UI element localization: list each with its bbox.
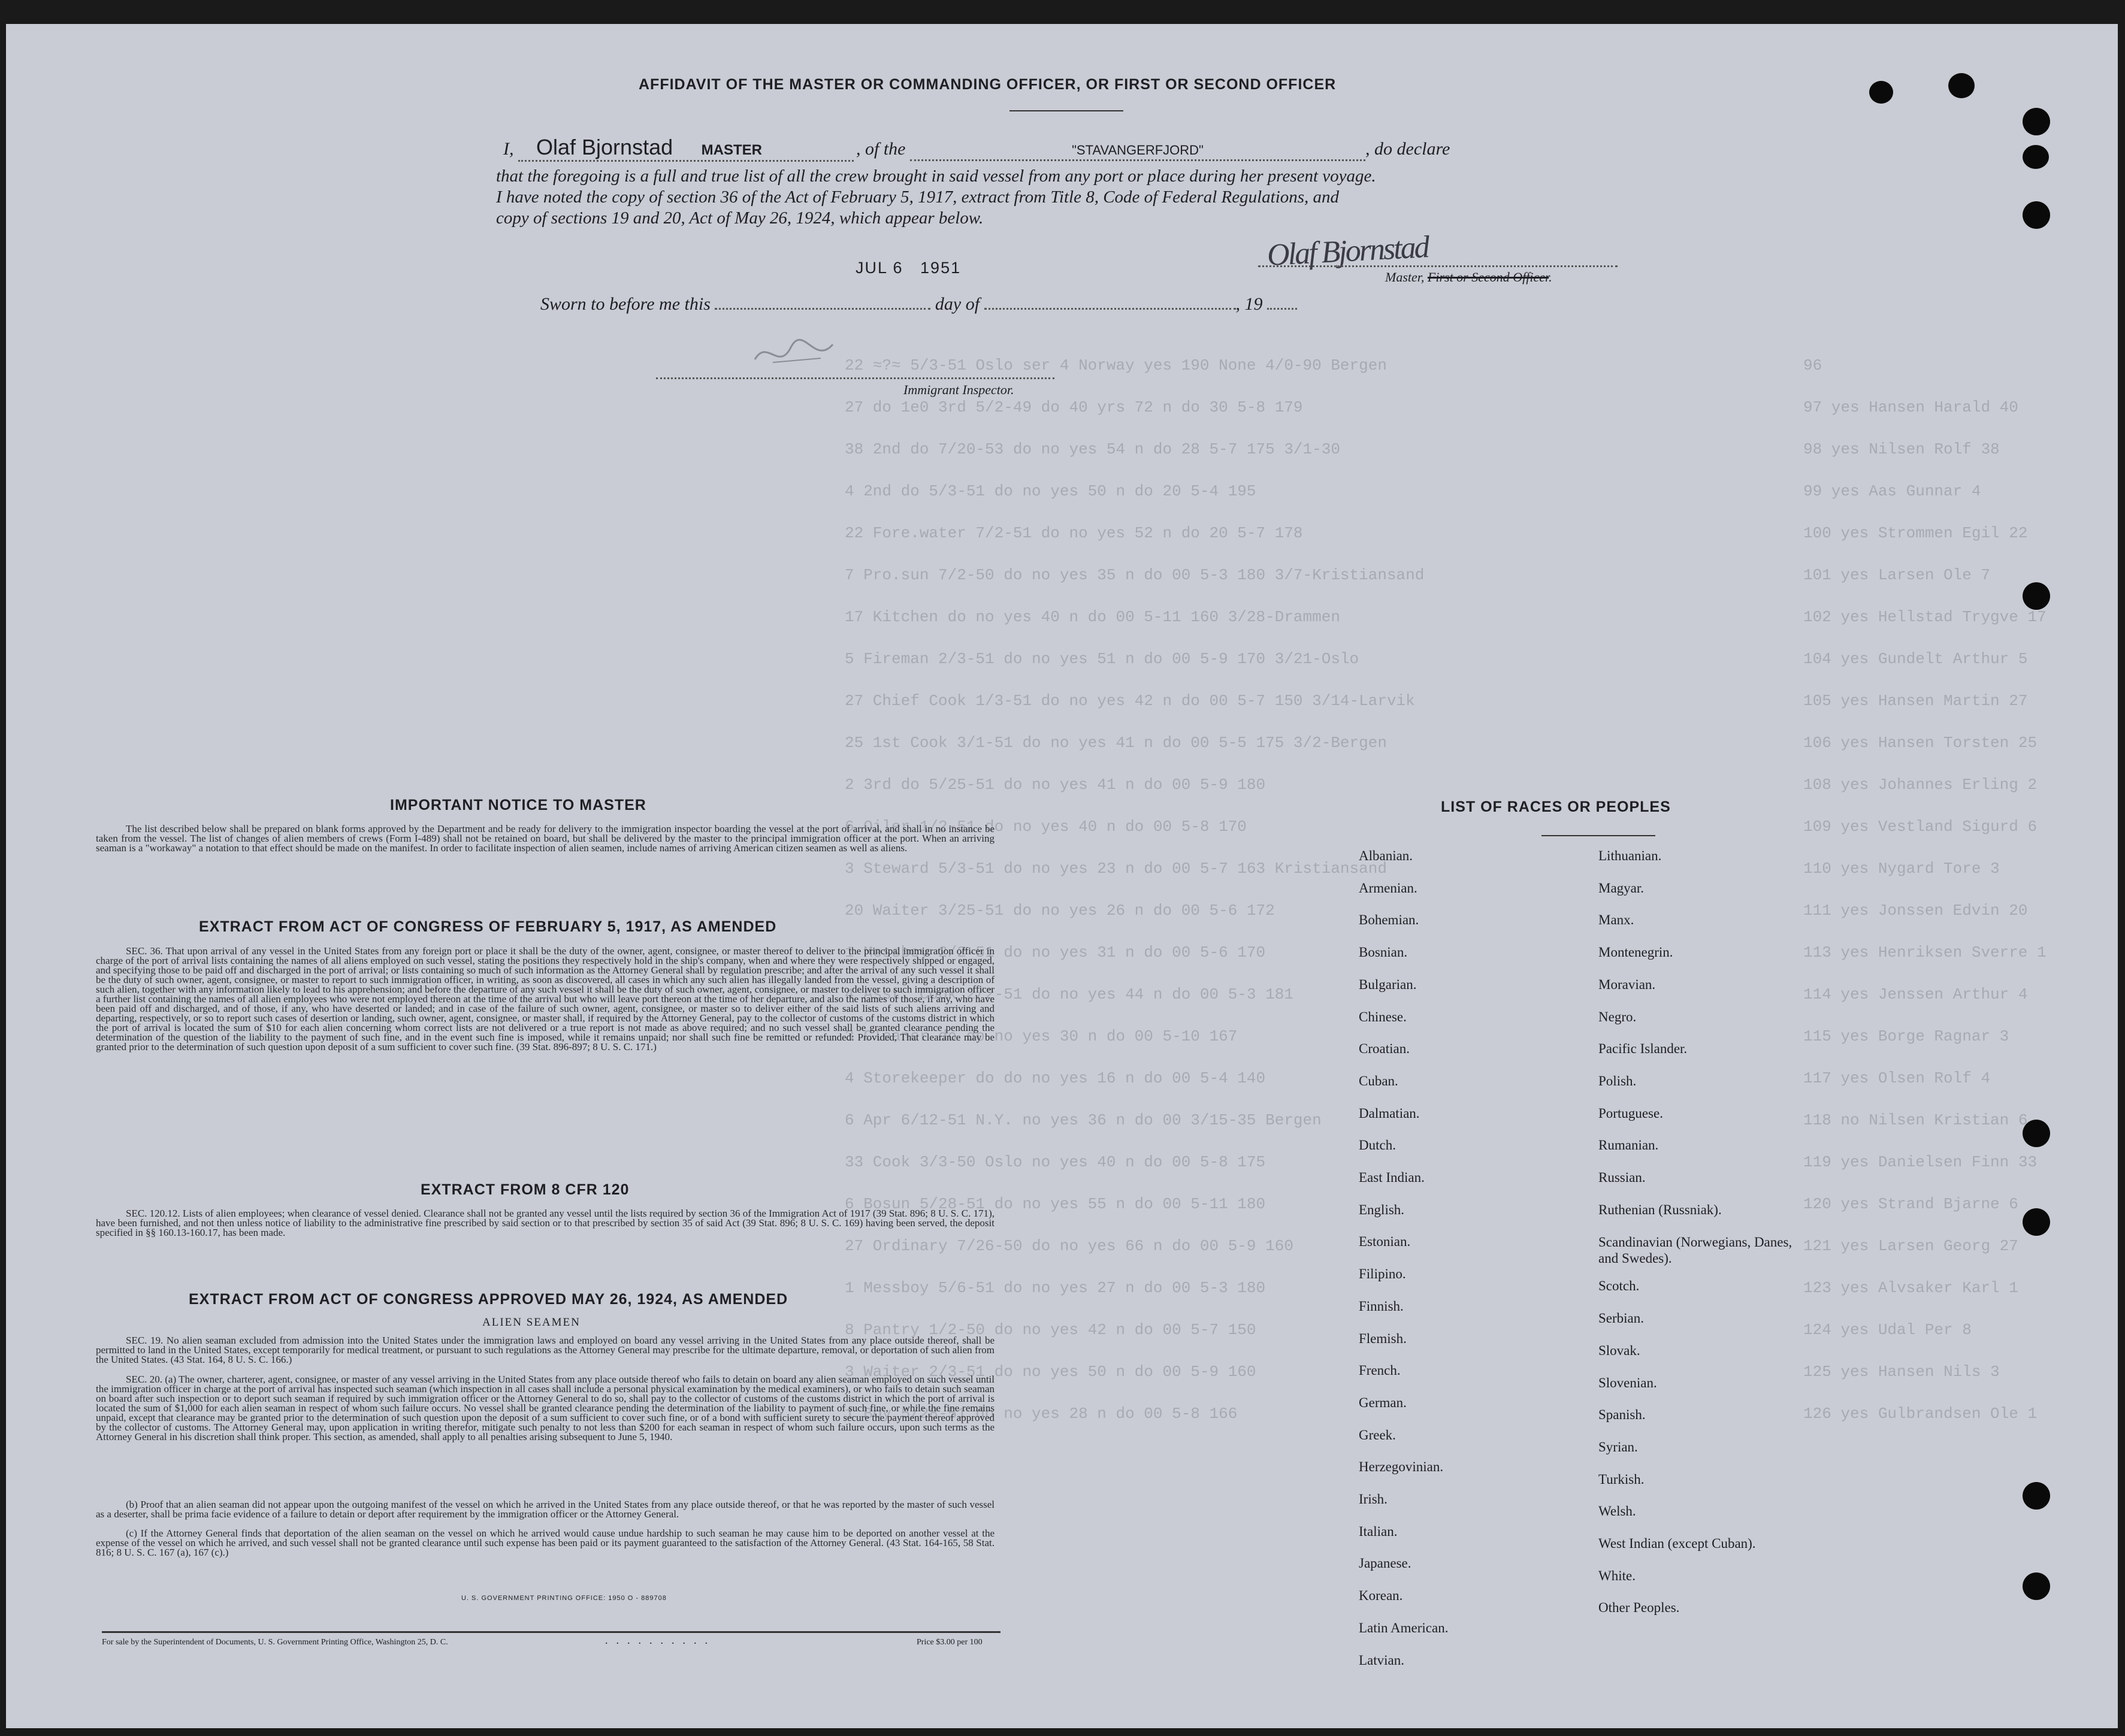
race-item: Russian. <box>1598 1170 1646 1185</box>
race-item: English. <box>1359 1202 1405 1217</box>
race-item: Dalmatian. <box>1359 1105 1420 1121</box>
race-item: Flemish. <box>1359 1330 1407 1346</box>
race-item: Montenegrin. <box>1598 945 1673 960</box>
punch-hole-icon <box>2023 582 2050 610</box>
signature-caption <box>1385 270 1552 285</box>
race-item: Irish. <box>1359 1492 1388 1507</box>
declare-label: , do declare <box>1365 139 1450 159</box>
race-item: Filipino. <box>1359 1266 1406 1282</box>
race-item: West Indian (except Cuban). <box>1598 1536 1756 1551</box>
race-item: Slovenian. <box>1598 1375 1657 1390</box>
race-item: Portuguese. <box>1598 1105 1663 1121</box>
sec20b-text: (b) Proof that an alien seaman did not appear upon the outgoing manifest of the vessel on which he arrived in the United States from any place outside thereof, or that he was reported by the master of such vessel as a deserter, shall be prima facie evidence of a failure to detain or deport after requirement by the immigration officer or the Attorney General. <box>96 1499 995 1520</box>
race-item: Manx. <box>1598 912 1634 928</box>
race-item: Polish. <box>1598 1073 1637 1088</box>
race-item: Japanese. <box>1359 1556 1411 1571</box>
sworn-line <box>540 292 1297 314</box>
inspector-signature-scribble <box>749 335 845 371</box>
punch-hole-icon <box>1948 73 1975 98</box>
struck-caption: First or Second Officer <box>1427 270 1549 285</box>
race-item: Moravian. <box>1598 976 1656 992</box>
affidavit-body-line3: copy of sections 19 and 20, Act of May 26, 1924, which appear below. <box>496 208 984 228</box>
extract-1917-text: SEC. 36. That upon arrival of any vessel in the United States from any foreign port or place it shall be the duty of the owner, agent, consignee, or master thereof to deliver to the principal immigration officer in charge of the port of arrival lists containing the names of all aliens employed on such vessel, stating the positions they respectively hold in the ship's company, when and where they were respectively shipped or engaged, and specifying those to be paid off and discharged in the port of arrival; or lists containing so much of such information as the Attorney General shall by regulation prescribe; and after the arrival of any such vessel it shall be the duty of such owner, agent, consignee, or master to report to such immigration officer, in writing, as soon as discovered, all cases in which any such alien has illegally landed from the vessel, giving a description of such alien, together with any information likely to lead to his apprehension; and before the departure of any such vessel it shall be the duty of such owner, agent, consignee, or master to deliver to such immigration officer a further list containing the names of all alien employees who were not employed thereon at the time of the arrival but who will leave port thereon at the time of her departure, and also the names of those, if any, who have been paid off and discharged, and of those, if any, who have deserted or landed; and in case of the failure of such owner, agent, consignee, or master so to deliver either of the said lists of such aliens arriving and departing, respectively, or so to report such cases of desertion or landing, such owner, agent, consignee, or master shall, if required by the Attorney General, pay to the collector of customs of the customs district in which the port of arrival is located the sum of $10 for each alien concerning whom correct lists are not delivered or a true report is not made as above required; and no such vessel shall be granted clearance pending the determination of the question of the liability to the payment of such fine, and in the event such fine is imposed, while it remains unpaid; nor shall such fine be remitted or refunded: Provided, That clearance may be granted prior to the determination of such question upon deposit of a sum sufficient to cover such fine. (39 Stat. 896-897; 8 U. S. C. 171.) <box>96 945 995 1053</box>
race-item: Negro. <box>1598 1009 1637 1024</box>
sec20a-text: SEC. 20. (a) The owner, charterer, agent, consignee, or master of any vessel arriving in the United States from any place outside thereof who fails to detain on board any alien seaman employed on such vessel until the immigration officer in charge at the port of arrival has inspected such seaman (which inspection in all cases shall include a personal physical examination by the medical examiners), or who fails to detain such seaman on board after such inspection or to deport such seaman if required by such immigration officer or the Attorney General to do so, shall pay to the collector of customs of the customs district in which the port of arrival is located the sum of $1,000 for each alien seaman in respect of whom such failure occurs. No vessel shall be granted clearance pending the determination of the liability to payment of such fine, or while the fine remains unpaid, except that clearance may be granted prior to the determination of such question upon the deposit of a sum sufficient to cover such fine, or of a bond with sufficient surety to secure the payment thereof approved by the collector of customs. The Attorney General may, upon application in writing therefor, mitigate such penalty to not less than $200 for each seaman in respect of whom such failure occurs, upon such terms as the Attorney General in his discretion shall think proper. This section, as amended, shall apply to all penalties arising subsequent to June 5, 1940. <box>96 1374 995 1442</box>
document-page: 22 ≈?≈ 5/3-51 Oslo ser 4 Norway yes 190 None 4/0-90 Bergen 27 do 1e0 3rd 5/2-49 do 40 yrs 72 n do 30 5-8 179 38 2nd do 7/20-53 do no yes 54 n do 28 5-7 175 3/1-30 4 2nd do 5/3-51 do no yes 50 n do 20 5-4 195 22 Fore.water 7/2-51 do no yes 52 n do 20 5-7 178 7 Pro.sun 7/2-50 do no yes 35 n do 00 5-3 180 3/7-Kristiansand 17 Kitchen do no yes 40 n do 00 5-11 160 3/28-Drammen 5 Fireman 2/3-51 do no yes 51 n do 00 5-9 170 3/21-Oslo 27 Chief Cook 1/3-51 do no yes 42 n do 00 5-7 150 3/14-Larvik 25 1st Cook 3/1-51 do no yes 41 n do 00 5-5 175 3/2-Bergen 2 3rd do 5/25-51 do no yes 41 n do 00 5-9 180 6 Oiler 1/2-51 do no yes 40 n do 00 5-8 170 3 Steward 5/3-51 do no yes 23 n do 00 5-7 163 Kristiansand 20 Waiter 3/25-51 do no yes 26 n do 00 5-6 172 1 Messboy 2/2-51 do no yes 31 n do 00 5-6 170 4 Asst. Cook 2/2-51 do no yes 44 n do 00 5-3 181 3 Cleaner do do no yes 30 n do 00 5-10 167 4 Storekeeper do do no yes 16 n do 00 5-4 140 6 Apr 6/12-51 N.Y. no yes 36 n do 00 3/15-35 Bergen 33 Cook 3/3-50 Oslo no yes 40 n do 00 5-8 175 6 Bosun 5/28-51 do no yes 55 n do 00 5-11 180 27 Ordinary 7/26-50 do no yes 66 n do 00 5-9 160 1 Messboy 5/6-51 do no yes 27 n do 00 5-3 180 8 Pantry 1/2-50 do no yes 42 n do 00 5-7 150 3 Waiter 2/3-51 do no yes 50 n do 00 5-9 160 1 Boy 5/28-51 do no yes 28 n do 00 5-8 166 96 97 yes Hansen Harald 40 98 yes Nilsen Rolf 38 99 yes Aas Gunnar 4 100 yes Strommen Egil 22 101 yes Larsen Ole 7 102 yes Hellstad Trygve 17 104 yes Gundelt Arthur 5 105 yes Hansen Martin 27 106 yes Hansen Torsten 25 108 yes Johannes Erling 2 109 yes Vestland Sigurd 6 110 yes Nygard Tore 3 111 yes Jonssen Edvin 20 113 yes Henriksen Sverre 1 114 yes Jenssen Arthur 4 115 yes Borge Ragnar 3 117 yes Olsen Rolf 4 118 no Nilsen Kristian 6 119 yes Danielsen Finn 33 120 yes Strand Bjarne 6 121 yes Larsen Georg 27 123 yes Alvsaker Karl 1 124 yes Udal Per 8 125 yes Hansen Nils 3 126 yes Gulbrandsen Ole 1 AFFIDAVIT OF THE MASTER OR COMMANDING OFFICER, OR FIRST OR SECOND OFFICER I, Olaf Bjornstad MASTER , of the "STAVANGERFJORD" , do declare that the foregoing is a full and true list of all the crew brought in said vessel from any port or place during her present voyage. I have noted the copy of section 36 of the Act of February 5, 1917, extract from Title 8, Code of Federal Regulations, and copy of sections 19 and 20, Act of May 26, 1924, which appear below. JUL 6 1951 Olaf Bjornstad Master, First or Second Officer. Sworn to before me this day of , 19 Immigrant Inspector. IMPORTANT NOTICE TO MASTER The list described below shall be prepared on blank forms approved by the Department and be ready for delivery to the immigration inspector boarding the vessel at the port of arrival, and shall in no instance be taken from the vessel. The list of changes of alien members of crews (Form I-489) shall not be retained on board, but shall be delivered by the master to the principal immigration officer at the port. When an arriving seaman is a "workaway" a notation to that effect should be made on the manifest. In order to facilitate inspection of alien seamen, include names of arriving American citizen seamen as well as aliens. EXTRACT FROM ACT OF CONGRESS OF FEBRUARY 5, 1917, AS AMENDED SEC. 36. That upon arrival of any vessel in the United States from any foreign port or place it shall be the duty of the owner, agent, consignee, or master thereof to deliver to the principal immigration officer in charge of the port of arrival lists containing the names of all aliens employed on such vessel, stating the positions they respectively hold in the ship's company, when and where they were respectively shipped or engaged, and specifying those to be paid off and discharged in the port of arrival; or lists containing so much of such information as the Attorney General shall by regulation prescribe; and after the arrival of any such vessel it shall be the duty of such owner, agent, consignee, or master to report to such immigration officer, in writing, as soon as discovered, all cases in which any such alien has illegally landed from the vessel, giving a description of such alien, together with any information likely to lead to his apprehension; and before the departure of any such vessel it shall be the duty of such owner, agent, consignee, or master to deliver to such immigration officer a further list containing the names of all alien employees who were not employed thereon at the time of the arrival but who will leave port thereon at the time of her departure, and also the names of those, if any, who have been paid off and discharged, and of those, if any, who have deserted or landed; and in case of the failure of such owner, agent, consignee, or master so to deliver either of the said lists of such aliens arriving and departing, respectively, or so to report such cases of desertion or landing, such owner, agent, consignee, or master shall, if required by the Attorney General, pay to the collector of customs of the customs district in which the port of arrival is located the sum of $10 for each alien concerning whom correct lists are not delivered or a true report is not made as above required; and no such vessel shall be granted clearance pending the determination of the question of the liability to the payment of such fine, and in the event such fine is imposed, while it remains unpaid; nor shall such fine be remitted or refunded: Provided, That clearance may be granted prior to the determination of such question upon deposit of a sum sufficient to cover such fine. (39 Stat. 896-897; 8 U. S. C. 171.) EXTRACT FROM 8 CFR 120 SEC. 120.12. Lists of alien employees; when clearance of vessel denied. Clearance shall not be granted any vessel until the lists required by section 36 of the Immigration Act of 1917 (39 Stat. 896; 8 U. S. C. 171), have been furnished, and not then unless notice of liability to the administrative fine prescribed by said section or to that prescribed by section 35 of said Act (39 Stat. 896; 8 U. S. C. 169) having been served, the deposit specified in §§ 160.13-160.17, has been made. EXTRACT FROM ACT OF CONGRESS APPROVED MAY 26, 1924, AS AMENDED ALIEN SEAMEN SEC. 19. No alien seaman excluded from admission into the United States under the immigration laws and employed on board any vessel arriving in the United States from any place outside thereof, shall be permitted to land in the United States, except temporarily for medical treatment, or pursuant to such regulations as the Attorney General may prescribe for the ultimate departure, removal, or deportation of such alien from the United States. (43 Stat. 164, 8 U. S. C. 166.) SEC. 20. (a) The owner, charterer, agent, consignee, or master of any vessel arriving in the United States from any place outside thereof who fails to detain on board any alien seaman employed on such vessel until the immigration officer in charge at the port of arrival has inspected such seaman (which inspection in all cases shall include a personal physical examination by the medical examiners), or who fails to detain such seaman on board after such inspection or to deport such seaman if required by such immigration officer or the Attorney General to do so, shall pay to the collector of customs of the customs district in which the port of arrival is located the sum of $1,000 for each alien seaman in respect of whom such failure occurs. No vessel shall be granted clearance pending the determination of the liability to payment of such fine, or while the fine remains unpaid, except that clearance may be granted prior to the determination of such question upon the deposit of a sum sufficient to cover such fine, or of a bond with sufficient surety to secure the payment thereof approved by the collector of customs. The Attorney General may, upon application in writing therefor, mitigate such penalty to not less than $200 for each seaman in respect of whom such failure occurs, upon such terms as the Attorney General in his discretion shall think proper. This section, as amended, shall apply to all penalties arising subsequent to June 5, 1940. (b) Proof that an alien seaman did not appear upon the outgoing manifest of the vessel on which he arrived in the United States from any place outside thereof, or that he was reported by the master of such vessel as a deserter, shall be prima facie evidence of a failure to detain or deport after requirement by the immigration officer or the Attorney General. (c) If the Attorney General finds that deportation of the alien seaman on the vessel on which he arrived would cause undue hardship to such seaman he may cause him to be deported on another vessel at the expense of the vessel on which he arrived, and such vessel shall not be granted clearance until such expense has been paid or its payment guaranteed to the satisfaction of the Attorney General. (43 Stat. 164-165, 58 Stat. 816; 8 U. S. C. 167 (a), 167 (c).) U. S. GOVERNMENT PRINTING OFFICE: 1950 O - 889708 For sale by the Superintendent of Documents, U. S. Government Printing Office, Washington 25, D. C. .......... Price $3.00 per 100 LIST OF RACES OR PEOPLES Albanian. Armenian. Bohemian. Bosnian. Bulgarian. Chinese. Croatian. Cuban. Dalmatian. Dutch. East Indian. English. Estonian. Filipino. Finnish. Flemish. French. German. Greek. Herzegovinian. Irish. Italian. Japanese. Korean. Latin American. Latvian. Lithuanian. Magyar. Manx. Montenegrin. Moravian. Negro. Pacific Islander. Polish. Portuguese. Rumanian. Russian. Ruthenian (Russniak). Scandinavian (Norwegians, Danes, and Swedes). Scotch. Serbian. Slovak. Slovenian. Spanish. Syrian. Turkish. Welsh. West Indian (except Cuban). White. Other Peoples. <box>6 24 2118 1728</box>
footer-dots: .......... <box>605 1634 716 1646</box>
race-item: Chinese. <box>1359 1009 1407 1024</box>
punch-hole-icon <box>2023 1482 2050 1510</box>
date-stamp: JUL 6 1951 <box>856 259 962 277</box>
race-item: Slovak. <box>1598 1342 1640 1358</box>
race-item: German. <box>1359 1395 1407 1410</box>
sworn-label: Sworn to before me this <box>540 294 711 314</box>
punch-hole-icon <box>2023 1208 2050 1236</box>
declarant-prefix: I, <box>503 139 514 159</box>
extract-1924-title: EXTRACT FROM ACT OF CONGRESS APPROVED MAY 26, 1924, AS AMENDED <box>189 1291 788 1308</box>
race-item: Albanian. <box>1359 848 1413 863</box>
race-item: Rumanian. <box>1598 1138 1659 1153</box>
race-item: Croatian. <box>1359 1041 1410 1057</box>
master-caption: Master, <box>1385 270 1425 285</box>
race-item: Ruthenian (Russniak). <box>1598 1202 1722 1217</box>
punch-hole-icon <box>2023 108 2050 135</box>
race-item: Welsh. <box>1598 1504 1636 1519</box>
race-item: Syrian. <box>1598 1439 1638 1454</box>
race-item: Italian. <box>1359 1523 1398 1539</box>
printing-office-note: U. S. GOVERNMENT PRINTING OFFICE: 1950 O - 889708 <box>461 1595 667 1602</box>
race-item: Serbian. <box>1598 1311 1645 1326</box>
race-item: Lithuanian. <box>1598 848 1662 863</box>
master-signature: Olaf Bjornstad <box>1266 230 1429 273</box>
sec19-text: SEC. 19. No alien seaman excluded from admission into the United States under the immigration laws and employed on board any vessel arriving in the United States from any place outside thereof, shall be permitted to land in the United States, except temporarily for medical treatment, or pursuant to such regulations as the Attorney General may prescribe for the ultimate departure, removal, or deportation of such alien from the United States. (43 Stat. 164, 8 U. S. C. 166.) <box>96 1335 995 1365</box>
race-item: Bulgarian. <box>1359 976 1417 992</box>
extract-cfr-text: SEC. 120.12. Lists of alien employees; when clearance of vessel denied. Clearance shall not be granted any vessel until the lists required by section 36 of the Immigration Act of 1917 (39 Stat. 896; 8 U. S. C. 171), have been furnished, and not then unless notice of liability to the administrative fine prescribed by said section or to that prescribed by section 35 of said Act (39 Stat. 896; 8 U. S. C. 169) having been served, the deposit specified in §§ 160.13-160.17, has been made. <box>96 1208 995 1238</box>
race-item: Scandinavian (Norwegians, Danes, and Swedes). <box>1598 1235 1793 1266</box>
race-item: White. <box>1598 1568 1636 1583</box>
race-item: Bosnian. <box>1359 945 1408 960</box>
master-rank: MASTER <box>701 142 762 158</box>
race-item: Turkish. <box>1598 1471 1645 1487</box>
affidavit-body-line2: I have noted the copy of section 36 of the Act of February 5, 1917, extract from Title 8, Code of Federal Regulations, and <box>496 187 1340 207</box>
alien-seamen-subtitle: ALIEN SEAMEN <box>482 1316 581 1329</box>
divider <box>1541 835 1655 836</box>
inspector-caption: Immigrant Inspector. <box>903 382 1014 397</box>
day-of-label: day of <box>935 294 980 314</box>
year-prefix: , 19 <box>1235 294 1263 314</box>
punch-hole-icon <box>1869 81 1893 104</box>
notice-text: The list described below shall be prepared on blank forms approved by the Department and be ready for delivery to the immigration inspector boarding the vessel at the port of arrival, and shall in no instance be taken from the vessel. The list of changes of alien members of crews (Form I-489) shall not be retained on board, but shall be delivered by the master to the principal immigration officer at the port. When an arriving seaman is a "workaway" a notation to that effect should be made on the manifest. In order to facilitate inspection of alien seamen, include names of arriving American citizen seamen as well as aliens. <box>96 823 995 854</box>
signature-line <box>1258 265 1618 267</box>
affidavit-title: AFFIDAVIT OF THE MASTER OR COMMANDING OFFICER, OR FIRST OR SECOND OFFICER <box>639 76 1337 93</box>
race-item: Cuban. <box>1359 1073 1398 1088</box>
race-item: Greek. <box>1359 1427 1396 1442</box>
master-name: Olaf Bjornstad <box>536 135 673 159</box>
race-item: Scotch. <box>1598 1278 1640 1294</box>
race-item: French. <box>1359 1363 1401 1378</box>
notice-title: IMPORTANT NOTICE TO MASTER <box>390 797 646 813</box>
race-item: Other Peoples. <box>1598 1600 1680 1616</box>
race-item: Dutch. <box>1359 1138 1396 1153</box>
race-item: Pacific Islander. <box>1598 1041 1688 1057</box>
punch-hole-icon <box>2023 145 2049 169</box>
vessel-field <box>910 139 1365 161</box>
punch-hole-icon <box>2023 1572 2050 1600</box>
race-item: Herzegovinian. <box>1359 1459 1444 1475</box>
of-the-label: , of the <box>856 139 906 159</box>
race-item: Korean. <box>1359 1588 1403 1604</box>
sec20c-text: (c) If the Attorney General finds that deportation of the alien seaman on the vessel on which he arrived would cause undue hardship to such seaman he may cause him to be deported on another vessel at the expense of the vessel on which he arrived, and such vessel shall not be granted clearance until such expense has been paid or its payment guaranteed to the satisfaction of the Attorney General. (43 Stat. 164-165, 58 Stat. 816; 8 U. S. C. 167 (a), 167 (c).) <box>96 1528 995 1558</box>
race-item: Armenian. <box>1359 880 1417 896</box>
sworn-month-field <box>984 292 1236 310</box>
footer-divider <box>102 1631 1000 1633</box>
caption-end: . <box>1549 270 1552 285</box>
race-item: Magyar. <box>1598 880 1645 896</box>
affidavit-line1 <box>503 135 1450 162</box>
extract-cfr-title: EXTRACT FROM 8 CFR 120 <box>421 1181 630 1198</box>
race-item: Finnish. <box>1359 1298 1404 1314</box>
extract-1917-title: EXTRACT FROM ACT OF CONGRESS OF FEBRUARY 5, 1917, AS AMENDED <box>199 918 777 935</box>
race-item: Estonian. <box>1359 1234 1411 1250</box>
race-item: Latin American. <box>1359 1620 1449 1635</box>
race-item: East Indian. <box>1359 1170 1425 1185</box>
punch-hole-icon <box>2023 201 2050 229</box>
divider <box>1009 110 1123 111</box>
sworn-year-field <box>1267 292 1297 310</box>
race-item: Latvian. <box>1359 1652 1404 1668</box>
master-name-field <box>518 135 854 162</box>
vessel-name: "STAVANGERFJORD" <box>1072 143 1204 158</box>
race-item: Spanish. <box>1598 1407 1646 1423</box>
footer-sale-note: For sale by the Superintendent of Documents, U. S. Government Printing Office, Washington 25, D. C. <box>102 1638 448 1647</box>
races-title: LIST OF RACES OR PEOPLES <box>1441 799 1671 815</box>
footer-price: Price $3.00 per 100 <box>917 1638 983 1647</box>
race-item: Bohemian. <box>1359 912 1419 928</box>
inspector-signature-line <box>656 377 1054 379</box>
affidavit-body-line1: that the foregoing is a full and true list of all the crew brought in said vessel from any port or place during her present voyage. <box>496 167 1376 186</box>
sworn-day-field <box>715 292 930 310</box>
